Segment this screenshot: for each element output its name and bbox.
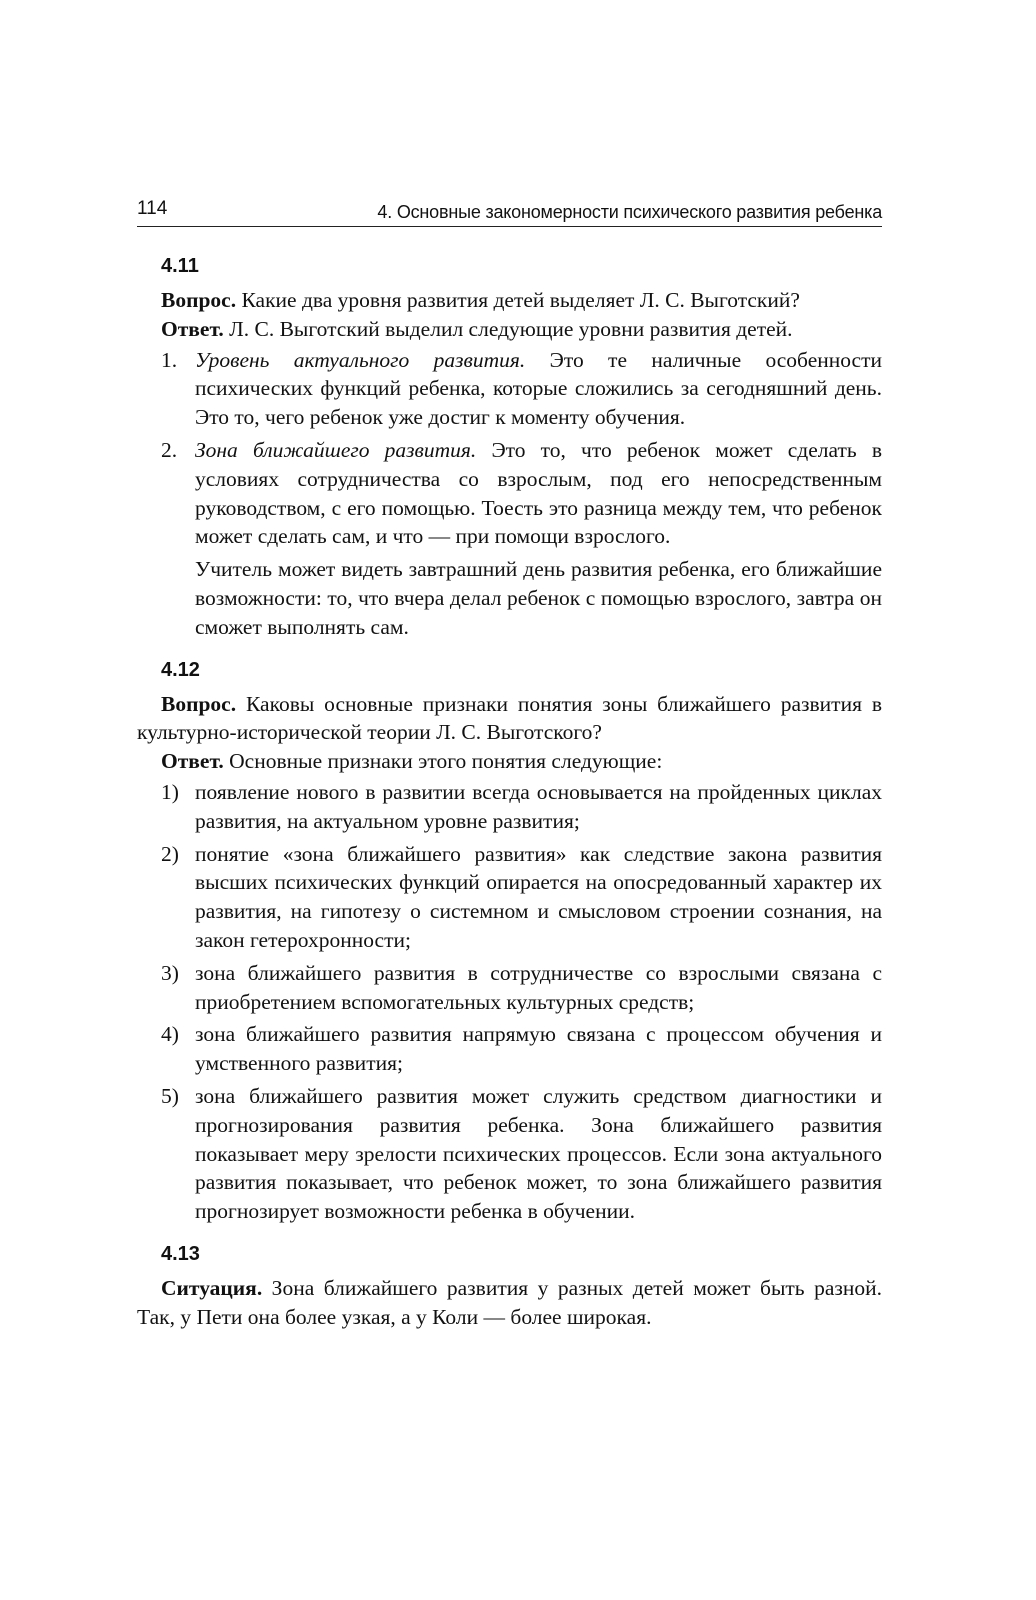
chapter-title: 4. Основные закономерности психического развития ребенка — [377, 202, 882, 222]
answer-label: Ответ. — [161, 316, 224, 341]
question-4-11 — [137, 286, 882, 315]
question-4-12 — [137, 690, 882, 748]
list-marker: 2) — [161, 841, 179, 866]
question-label: Вопрос. — [161, 288, 237, 312]
list-item — [137, 1082, 882, 1226]
question-text: Какие два уровня развития детей выделяет Л. С. Выготский? — [236, 288, 800, 312]
list-item-term: Уровень актуального развития. — [195, 347, 526, 372]
list-item-text: Это те наличные особенности психических функций ребенка, которые сложились за сегодняшний день. Это то, чего ребенок уже достиг к моменту обучения. — [195, 347, 882, 430]
list-marker: 2. — [161, 437, 178, 462]
situation-4-13 — [137, 1274, 882, 1332]
list-marker: 4) — [161, 1022, 179, 1047]
list-item-text: появление нового в развитии всегда основывается на пройденных циклах развития, на актуальном уровне развития; — [195, 779, 882, 833]
section-number-4-12: 4.12 — [161, 658, 200, 681]
list-item — [137, 959, 882, 1017]
list-item-term: Зона ближайшего развития. — [195, 437, 477, 462]
list-item — [137, 436, 882, 551]
list-item — [137, 1020, 882, 1078]
list-4-11 — [137, 346, 882, 552]
answer-text: Л. С. Выготский выделил следующие уровни развития детей. — [223, 316, 793, 341]
list-marker: 5) — [161, 1083, 179, 1108]
question-text: Каковы основные признаки понятия зоны ближайшего развития в культурно-исторической теории Л. С. Выготского? — [137, 691, 882, 745]
list-item-continuation: Учитель может видеть завтрашний день развития ребенка, его ближайшие возможности: то, что вчера делал ребенок с помощью взрослого, завтра он сможет выполнять сам. — [195, 557, 882, 639]
situation-text: Зона ближайшего развития у разных детей может быть разной. Так, у Пети она более узкая, а у Коли — более широкая. — [137, 1275, 882, 1329]
page-number: 114 — [137, 198, 168, 219]
answer-4-11 — [137, 315, 882, 344]
list-marker: 3) — [161, 960, 179, 985]
list-marker: 1) — [161, 779, 179, 804]
section-number-4-13: 4.13 — [161, 1242, 200, 1265]
situation-label: Ситуация. — [161, 1275, 263, 1300]
question-label: Вопрос. — [161, 691, 237, 716]
answer-label: Ответ. — [161, 749, 224, 774]
page-content — [137, 252, 882, 1332]
section-number-4-11: 4.11 — [161, 255, 199, 277]
list-item-text: Это то, что ребенок может сделать в условиях сотрудничества со взрослым, под его непосредственным руководством, с его помощью. Тоесть это разница между тем, что ребенок может сделать сам, и что — при помощи взрослого. — [195, 437, 882, 549]
list-item-text: зона ближайшего развития напрямую связана с процессом обучения и умственного развития; — [195, 1022, 882, 1076]
list-item-text: зона ближайшего развития в сотрудничестве со взрослыми связана с приобретением вспомогательных культурных средств; — [195, 960, 882, 1014]
answer-text: Основные признаки этого понятия следующие: — [223, 749, 663, 774]
list-item-text: зона ближайшего развития может служить средством диагностики и прогнозирования развития ребенка. Зона ближайшего развития показывает меру зрелости психических процессов. Если зона актуального развития показывает, что ребенок может, то зона ближайшего развития прогнозирует возможности ребенка в обучении. — [195, 1083, 882, 1224]
answer-4-12 — [137, 747, 882, 776]
list-4-12 — [137, 778, 882, 1226]
list-item-text: понятие «зона ближайшего развития» как следствие закона развития высших психических функций опирается на опосредованный характер их развития, на гипотезу о системном и смысловом строении сознания, на закон гетерохронности; — [195, 841, 882, 952]
list-item — [137, 346, 882, 432]
list-marker: 1. — [161, 347, 178, 372]
list-item — [137, 840, 882, 955]
running-head — [137, 196, 882, 227]
list-item — [137, 778, 882, 836]
